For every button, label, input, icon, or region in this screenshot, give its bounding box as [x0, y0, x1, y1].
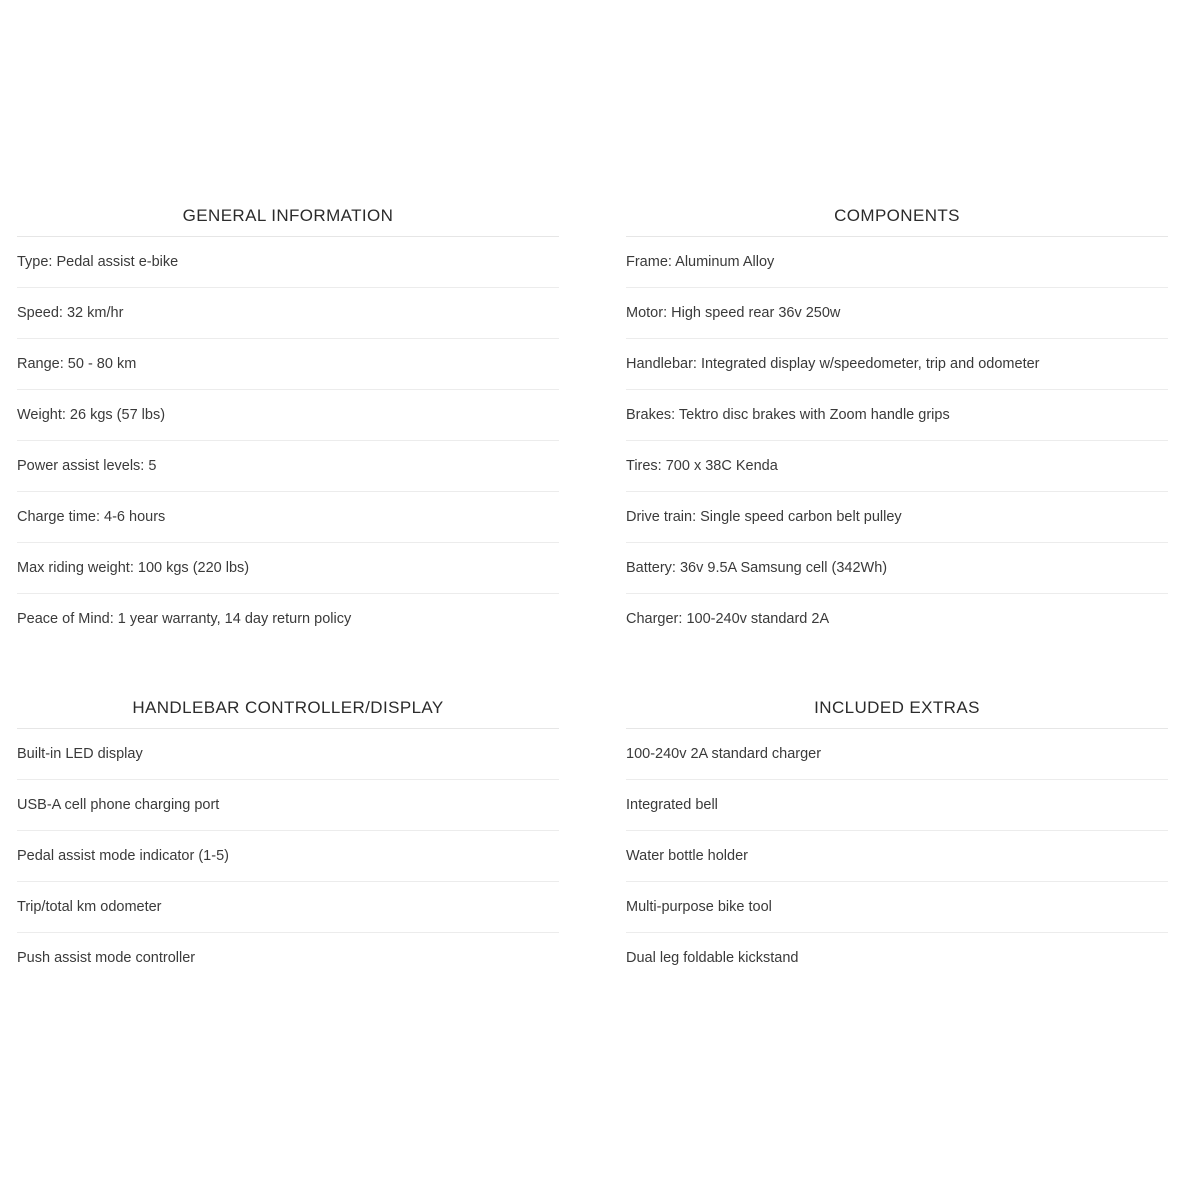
handlebar-controller-section	[17, 688, 559, 983]
spec-item: Peace of Mind: 1 year warranty, 14 day return policy	[17, 611, 352, 627]
spec-item: Charge time: 4-6 hours	[17, 492, 559, 543]
spec-item: Max riding weight: 100 kgs (220 lbs)	[17, 543, 559, 594]
spec-item: Trip/total km odometer	[17, 882, 559, 933]
general-information-section	[17, 196, 559, 644]
spec-item: Battery: 36v 9.5A Samsung cell (342Wh)	[626, 543, 1168, 594]
spec-item: Water bottle holder	[626, 831, 1168, 882]
section-title: HANDLEBAR CONTROLLER/DISPLAY	[17, 688, 559, 729]
spec-item: Handlebar: Integrated display w/speedometer, trip and odometer	[626, 339, 1168, 390]
spec-list	[626, 729, 1168, 983]
spec-item: Speed: 32 km/hr	[17, 288, 559, 339]
spec-item: Range: 50 - 80 km	[17, 339, 559, 390]
spec-item: Power assist levels: 5	[17, 441, 559, 492]
spec-item: Brakes: Tektro disc brakes with Zoom handle grips	[626, 390, 1168, 441]
section-title: COMPONENTS	[626, 196, 1168, 237]
spec-item: Weight: 26 kgs (57 lbs)	[17, 390, 559, 441]
included-extras-section	[626, 688, 1168, 983]
section-title: INCLUDED EXTRAS	[626, 688, 1168, 729]
spec-item: Built-in LED display	[17, 729, 559, 780]
spec-item: Type: Pedal assist e-bike	[17, 237, 559, 288]
spec-item: Drive train: Single speed carbon belt pulley	[626, 492, 1168, 543]
spec-item: Charger: 100-240v standard 2A	[626, 611, 830, 627]
components-section	[626, 196, 1168, 644]
spec-item: Pedal assist mode indicator (1-5)	[17, 831, 559, 882]
spec-item: Multi-purpose bike tool	[626, 882, 1168, 933]
spec-item: Frame: Aluminum Alloy	[626, 237, 1168, 288]
section-title: GENERAL INFORMATION	[17, 196, 559, 237]
spec-item: Dual leg foldable kickstand	[626, 950, 799, 966]
spec-list	[17, 237, 559, 644]
spec-item: Tires: 700 x 38C Kenda	[626, 441, 1168, 492]
spec-list	[626, 237, 1168, 644]
spec-item: USB-A cell phone charging port	[17, 780, 559, 831]
spec-item: 100-240v 2A standard charger	[626, 729, 1168, 780]
spec-item: Motor: High speed rear 36v 250w	[626, 288, 1168, 339]
spec-item: Integrated bell	[626, 780, 1168, 831]
spec-list	[17, 729, 559, 983]
spec-item: Push assist mode controller	[17, 950, 196, 966]
